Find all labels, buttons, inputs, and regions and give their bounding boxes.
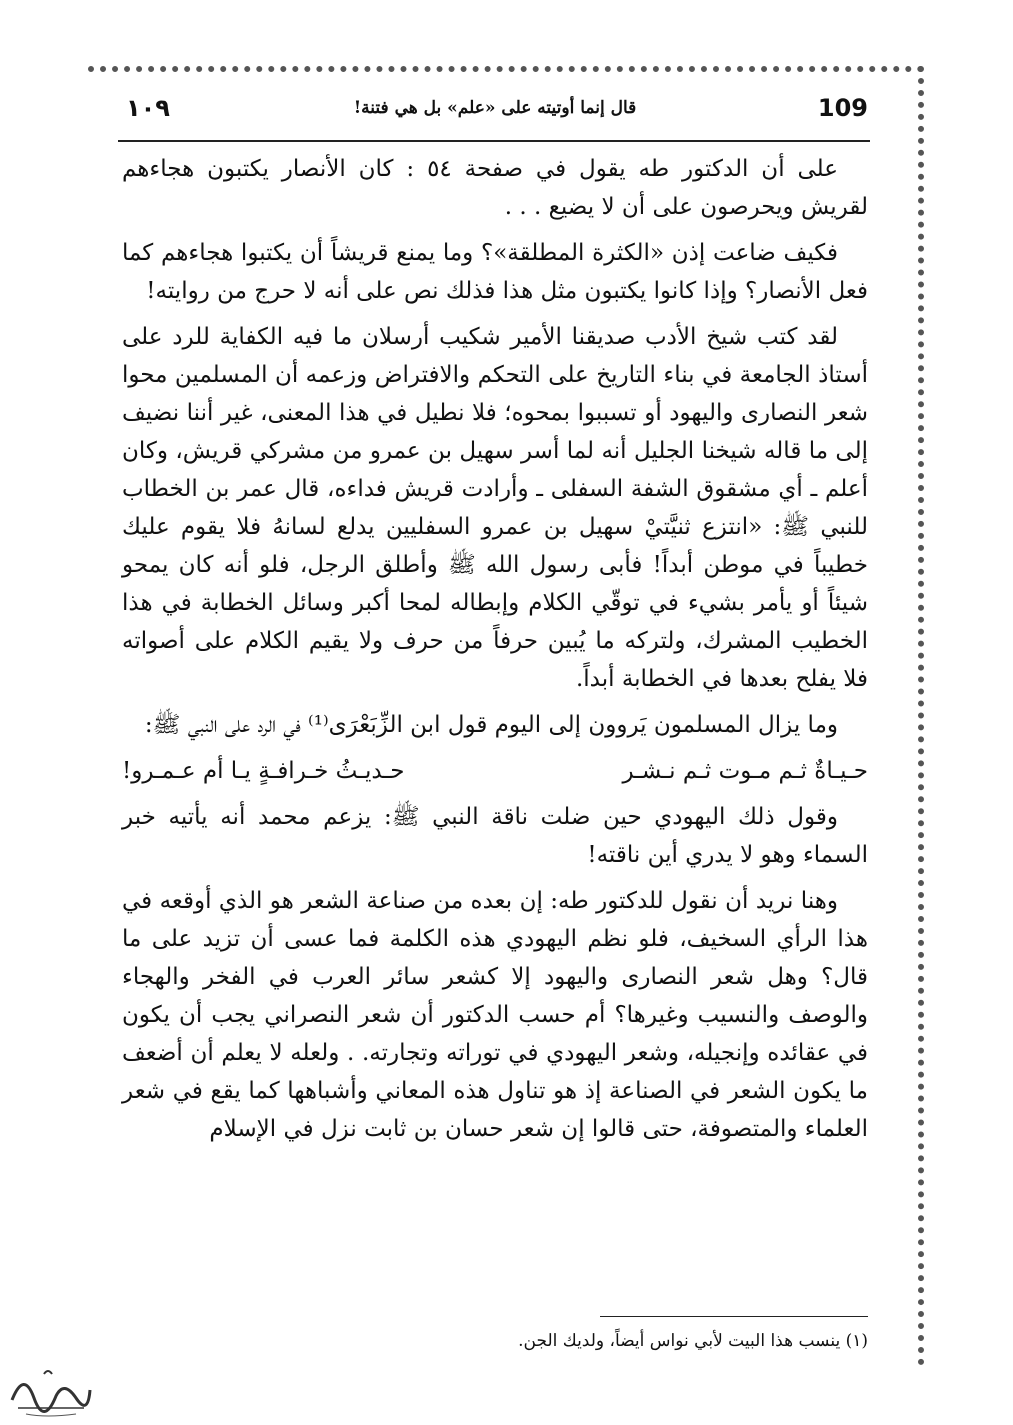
page-header <box>120 92 870 132</box>
main-text <box>122 150 868 1156</box>
library-stamp-logo <box>4 1360 94 1420</box>
footnote-divider <box>600 1316 868 1317</box>
paragraph-4: وما يزال المسلمون يَروون إلى اليوم قول ابن الزِّبَعْرَى⁽¹⁾ في الرد على النبي ﷺ: <box>144 712 838 738</box>
verse-second-hemistich: حـديـثُ خـرافـةٍ يـا أم عـمـرو! <box>122 758 405 784</box>
verse-first-hemistich: حـيـاةٌ ثـم مـوت ثـم نـشـر <box>622 758 868 784</box>
page-number-arabic: ١٠٩ <box>126 94 170 122</box>
paragraph-5: وقول ذلك اليهودي حين ضلت ناقة النبي ﷺ: يزعم محمد أنه يأتيه خبر السماء وهو لا يدري أين ناقته! <box>122 804 868 868</box>
header-divider <box>118 140 870 142</box>
paragraph-2: فكيف ضاعت إذن «الكثرة المطلقة»؟ وما يمنع قريشاً أن يكتبوا هجاءهم كما فعل الأنصار؟ وإذا كانوا يكتبون مثل هذا فذلك نص على أنه لا حرج من روايته! <box>122 240 868 304</box>
poem-verse <box>122 752 868 790</box>
running-title: قال إنما أوتيته على «علم» بل هي فتنة! <box>353 98 637 118</box>
page-number: 109 <box>817 94 868 122</box>
paragraph-6: وهنا نريد أن نقول للدكتور طه: إن بعده من صناعة الشعر هو الذي أوقعه في هذا الرأي السخيف، فلو نظم اليهودي هذه الكلمة فما عسى أن تزيد على ما قال؟ وهل شعر النصارى واليهود إلا كشعر سائر العرب في الفخر والهجاء والوصف والنسيب وغيرها؟ أم حسب الدكتور أن شعر النصراني يجب أن يكون في عقائده وإنجيله، وشعر اليهودي في توراته وتجارته. . ولعله لا يعلم أن أضعف ما يكون الشعر في الصناعة إذ هو تناول هذه المعاني وأشباهها كما يقع في شعر العلماء والمتصوفة، حتى قالوا إن شعر حسان بن ثابت نزل في الإسلام <box>122 888 868 1142</box>
paragraph-1: على أن الدكتور طه يقول في صفحة ٥٤ : كان الأنصار يكتبون هجاءهم لقريش ويحرصون على أن لا يضيع . . . <box>122 156 868 220</box>
paragraph-3: لقد كتب شيخ الأدب صديقنا الأمير شكيب أرسلان ما فيه الكفاية للرد على أستاذ الجامعة في بناء التاريخ على التحكم والافتراض وزعمه أن المسلمين محوا شعر النصارى واليهود أو تسببوا بمحوه؛ فلا نطيل في هذا المعنى، غير أننا نضيف إلى ما قاله شيخنا الجليل أنه لما أسر سهيل بن عمرو من مشركي قريش، وكان أعلم ـ أي مشقوق الشفة السفلى ـ وأرادت قريش فداءه، قال عمر بن الخطاب للنبي ﷺ: «انتزع ثنيَّتيْ سهيل بن عمرو السفليين يدلع لسانهُ فلا يقوم عليك خطيباً في موطن أبداً! فأبى رسول الله ﷺ وأطلق الرجل، فلو أنه كان يمحو شيئاً أو يأمر بشيء في توقّي الكلام وإبطاله لمحا أكبر وسائل الخطابة في هذا الخطيب المشرك، ولتركه ما يُبين حرفاً من حرف ولا يقيم الكلام على أصواته فلا يفلح بعدها في الخطابة أبداً. <box>122 324 868 692</box>
footnote: (١) ينسب هذا البيت لأبي نواس أيضاً، ولديك الجن. <box>518 1331 868 1351</box>
